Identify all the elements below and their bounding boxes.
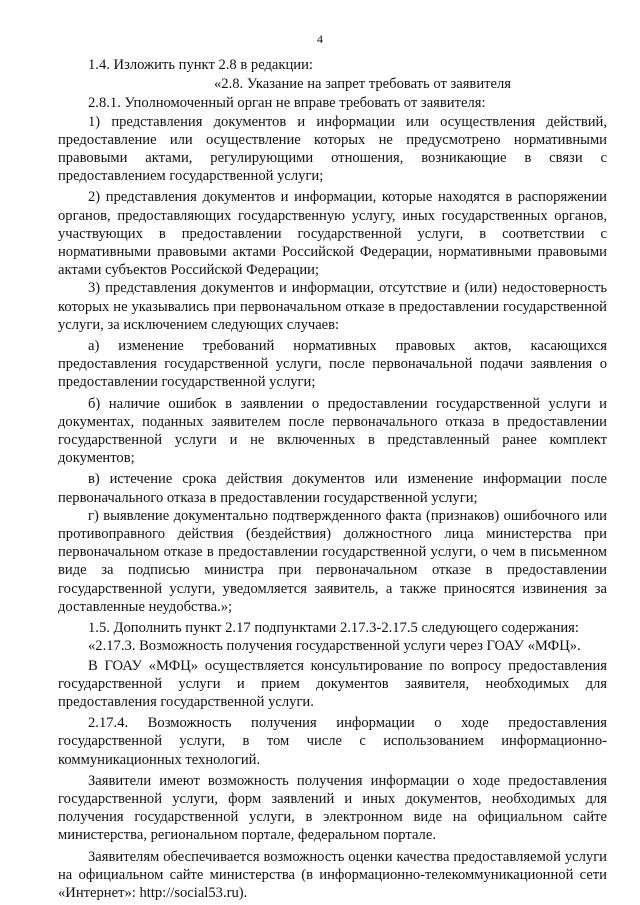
sub-item-b: б) наличие ошибок в заявлении о предоставлении государственной услуги и документах, поданных заявителем после первоначального отказа в предоставлении государственной услуги и не включенных в представленный ранее комплект документов; xyxy=(58,395,607,467)
list-item-3: 3) представления документов и информации, отсутствие и (или) недостоверность которых не указывались при первоначальном отказе в предоставлении государственной услуги, за исключением следующих случаев: xyxy=(58,280,607,333)
paragraph-2-8-1: 2.8.1. Уполномоченный орган не вправе требовать от заявителя: xyxy=(88,95,486,112)
document-body xyxy=(58,56,607,902)
list-item-2: 2) представления документов и информации, которые находятся в распоряжении органов, предоставляющих государственную услугу, иных государственных органов, участвующих в предоставлении государственной услуги, в соответствии с нормативными правовыми актами Российской Федерации, нормативными правовыми актами субъектов Российской Федерации; xyxy=(58,189,607,279)
sub-item-g: г) выявление документально подтвержденного факта (признаков) ошибочного или противоправного действия (бездействия) должностного лица министерства при первоначальном отказе в предоставлении государственной услуги, о чем в письменном виде за подписью министра при первоначальном отказе в предоставлении государственной услуги, уведомляется заявитель, а также приносятся извинения за доставленные неудобства.»; xyxy=(58,507,607,615)
section-heading-2-8: «2.8. Указание на запрет требовать от заявителя xyxy=(214,76,511,93)
list-item-1: 1) представления документов и информации или осуществления действий, предоставление или осуществление которых не предусмотрено нормативными правовыми актами, регулирующими отношения, возникающие в связи с предоставлением государственной услуги; xyxy=(58,113,607,185)
sub-item-v: в) истечение срока действия документов или изменение информации после первоначального отказа в предоставлении государственной услуги; xyxy=(58,471,607,506)
paragraph-2-17-4: 2.17.4. Возможность получения информации о ходе предоставления государственной услуги, в том числе с использованием информационно-коммуникационных технологий. xyxy=(58,715,607,768)
paragraph-2-17-3: «2.17.3. Возможность получения государственной услуги через ГОАУ «МФЦ». xyxy=(88,638,581,655)
page-number: 4 xyxy=(317,32,323,46)
paragraph-quality-assessment: Заявителям обеспечивается возможность оценки качества предоставляемой услуги на официальном сайте министерства (в информационно-телекоммуникационной сети «Интернет»: http://social53.ru). xyxy=(58,848,607,901)
paragraph-mfc-consulting: В ГОАУ «МФЦ» осуществляется консультирование по вопросу предоставления государственной услуги и прием документов заявителя, необходимых для предоставления государственной услуги. xyxy=(58,657,607,710)
sub-item-a: а) изменение требований нормативных правовых актов, касающихся предоставления государственной услуги, после первоначальной подачи заявления о предоставлении государственной услуги; xyxy=(58,338,607,391)
paragraph-item-1-5: 1.5. Дополнить пункт 2.17 подпунктами 2.17.3-2.17.5 следующего содержания: xyxy=(88,620,579,637)
paragraph-item-1-4: 1.4. Изложить пункт 2.8 в редакции: xyxy=(88,57,313,73)
paragraph-applicants-info: Заявители имеют возможность получения информации о ходе предоставления государственной услуги, форм заявлений и иных документов, необходимых для получения государственной услуги, в электронном виде на официальном сайте министерства, региональном портале, федеральном портале. xyxy=(58,772,607,844)
